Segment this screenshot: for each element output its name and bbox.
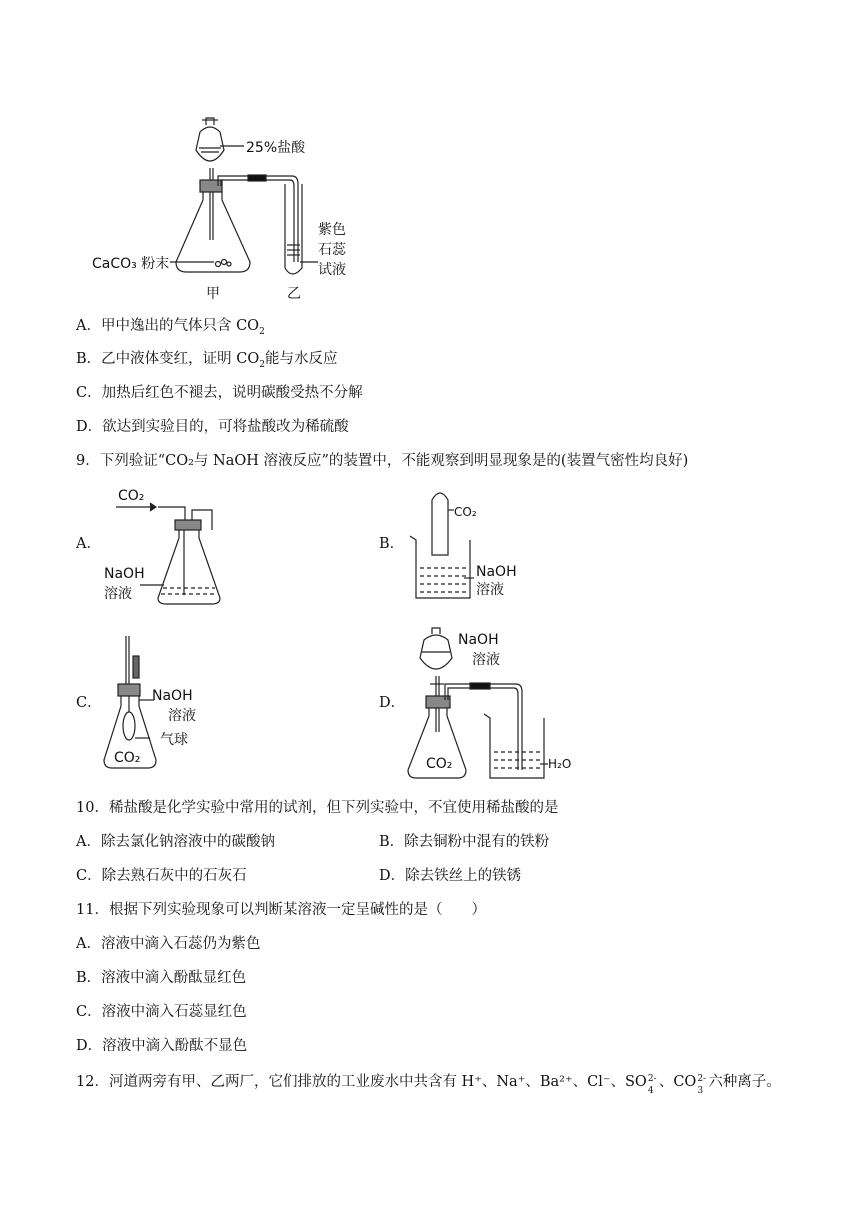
q10-option-b: B．除去铜粉中混有的铁粉	[379, 834, 550, 850]
litmus-label: 石蕊	[318, 242, 346, 258]
co2-label: CO₂	[426, 756, 453, 772]
q11-option-c: C．溶液中滴入石蕊显红色	[76, 1004, 247, 1020]
q8-option-b: B．乙中液体变红，证明 $CO_2$能与水反应	[76, 351, 338, 370]
q8-option-c: C．加热后红色不褪去，说明碳酸受热不分解	[76, 385, 363, 401]
q10-option-c: C．除去熟石灰中的石灰石	[76, 868, 247, 884]
litmus-label: 试液	[318, 262, 346, 278]
naoh-label: 溶液	[472, 652, 500, 668]
litmus-label: 紫色	[318, 222, 346, 238]
q9-stem: 9．下列验证“CO₂与 NaOH 溶液反应”的装置中，不能观察到明显现象是的(装置气密性均良好)	[76, 453, 689, 469]
caco3-label: CaCO₃ 粉末	[92, 256, 170, 272]
naoh-label: NaOH	[152, 688, 193, 704]
co2-label: CO₂	[114, 750, 141, 766]
q9-letter-c: C．	[76, 695, 102, 711]
co2-label: CO₂	[454, 505, 477, 519]
balloon-label: 气球	[160, 732, 188, 748]
q8-option-a: A．甲中逸出的气体只含 $CO_2$	[76, 318, 265, 337]
q9-letter-b: B．	[379, 536, 405, 552]
naoh-label: 溶液	[104, 586, 132, 602]
q10-stem: 10．稀盐酸是化学实验中常用的试剂，但下列实验中，不宜使用稀盐酸的是	[76, 800, 559, 816]
caption-yi: 乙	[287, 286, 301, 302]
q10-option-d: D．除去铁丝上的铁锈	[379, 868, 522, 884]
q9-letter-a: A．	[76, 536, 101, 552]
naoh-label: NaOH	[476, 564, 517, 580]
h2o-label: H₂O	[548, 757, 572, 771]
q11-option-a: A．溶液中滴入石蕊仍为紫色	[76, 936, 261, 952]
q9-letter-d: D．	[379, 695, 406, 711]
q12-stem: 12．河道两旁有甲、乙两厂，它们排放的工业废水中共含有 H⁺、Na⁺、Ba²⁺、Cl⁻、SO 2- 4 、CO 2- 3 六种离子。	[76, 1074, 781, 1096]
caption-jia: 甲	[206, 286, 220, 302]
q8-option-d: D．欲达到实验目的，可将盐酸改为稀硫酸	[76, 419, 349, 435]
q10-option-a: A．除去氯化钠溶液中的碳酸钠	[76, 834, 275, 850]
hcl-label: 25%盐酸	[246, 140, 306, 156]
q11-option-d: D．溶液中滴入酚酞不显色	[76, 1038, 248, 1054]
naoh-label: 溶液	[168, 708, 196, 724]
naoh-label: NaOH	[104, 566, 145, 582]
q11-option-b: B．溶液中滴入酚酞显红色	[76, 970, 247, 986]
naoh-label: 溶液	[476, 582, 504, 598]
q11-stem: 11．根据下列实验现象可以判断某溶液一定呈碱性的是（ ）	[76, 902, 486, 918]
co2-label: CO₂	[118, 488, 145, 504]
naoh-label: NaOH	[458, 632, 499, 648]
